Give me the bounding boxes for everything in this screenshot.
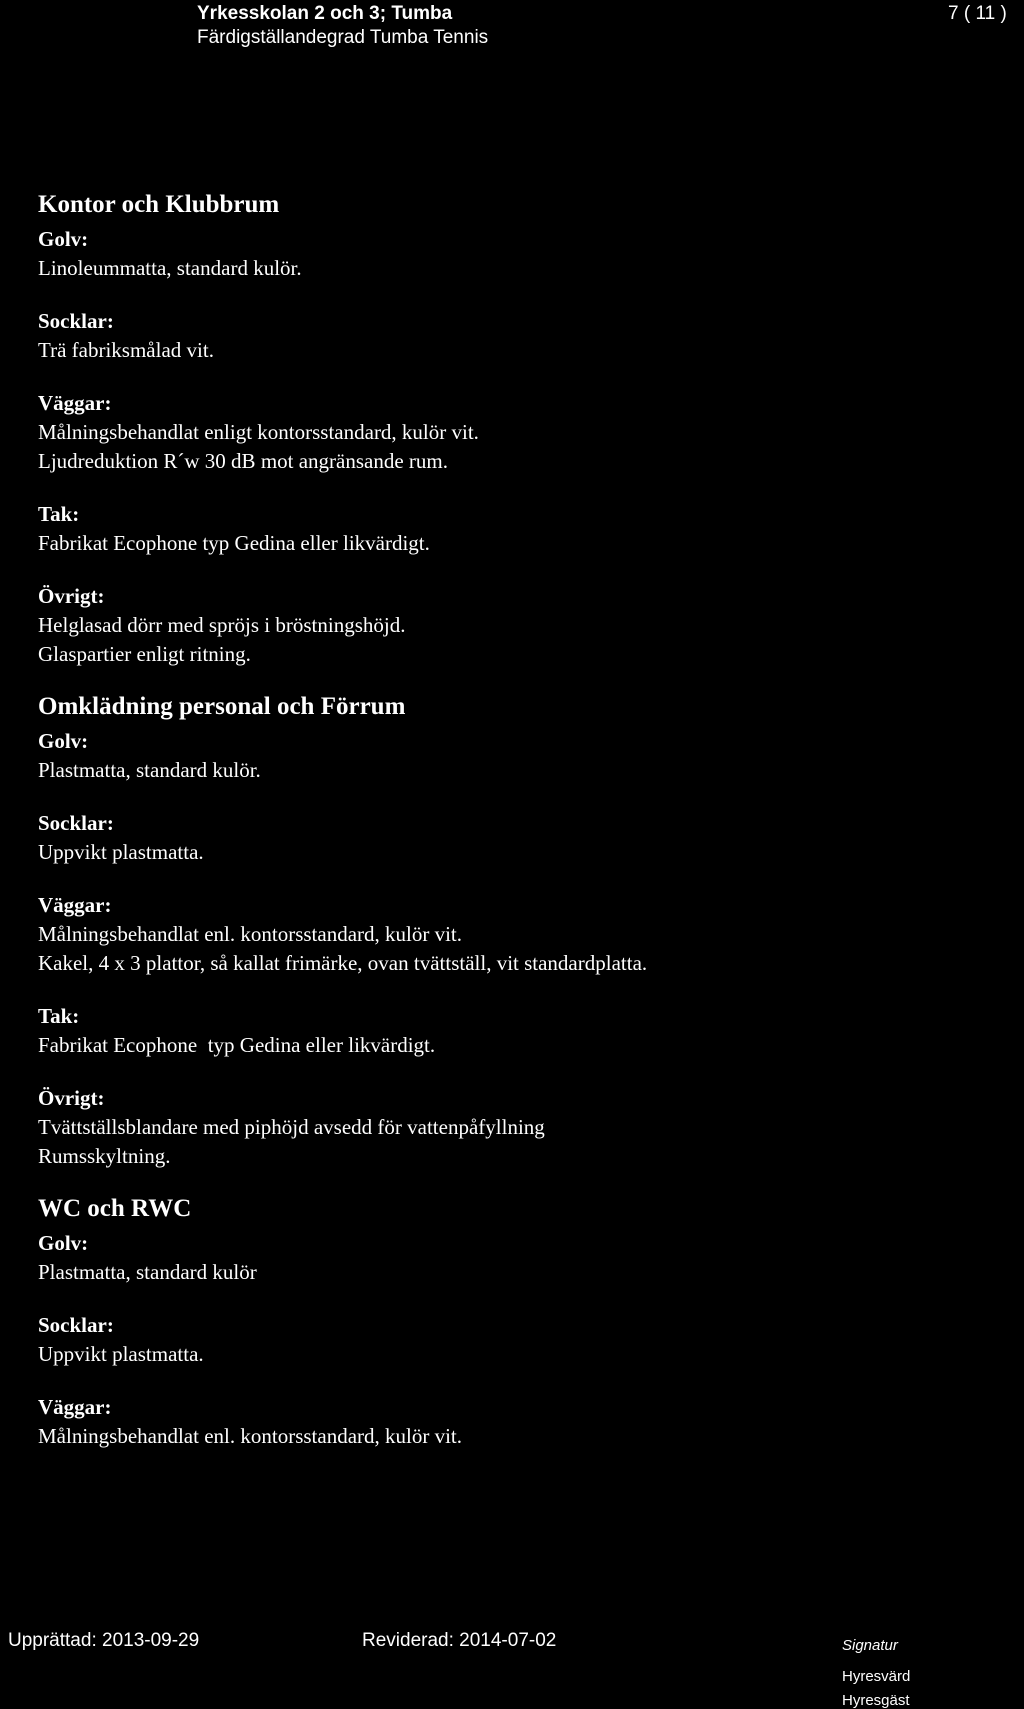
field-label: Socklar: [38,811,114,835]
room-section [38,692,998,1171]
spec-field [38,891,998,978]
spec-field [38,307,998,365]
field-value-line: Linoleummatta, standard kulör. [38,256,302,280]
spec-field [38,225,998,283]
field-label: Väggar: [38,893,112,917]
field-value-line: Rumsskyltning. [38,1144,171,1168]
spec-field [38,389,998,476]
field-label: Socklar: [38,309,114,333]
room-section [38,1194,998,1451]
field-label: Tak: [38,1004,80,1028]
field-value-line: Helglasad dörr med spröjs i bröstningshöjd. [38,613,406,637]
header-organization: Yrkesskolan 2 och 3; Tumba [197,3,453,24]
field-label: Tak: [38,502,80,526]
header-project-title: Färdigställandegrad Tumba Tennis [197,27,489,48]
field-value-line: Glaspartier enligt ritning. [38,642,251,666]
section-title: Kontor och Klubbrum [38,191,280,218]
field-value-line: Tvättställsblandare med piphöjd avsedd för vattenpåfyllning [38,1115,545,1139]
field-value-line: Ljudreduktion R´w 30 dB mot angränsande rum. [38,449,449,473]
field-value-line: Kakel, 4 x 3 plattor, så kallat frimärke, ovan tvättställ, vit standardplatta. [38,951,648,975]
signature-label: Signatur [842,1637,898,1654]
field-value-line: Fabrikat Ecophone typ Gedina eller likvärdigt. [38,1033,436,1057]
section-title: Omklädning personal och Förrum [38,693,406,720]
room-section [38,190,998,669]
section-title: WC och RWC [38,1195,192,1222]
field-label: Väggar: [38,1395,112,1419]
field-label: Golv: [38,1231,89,1255]
field-value-line: Plastmatta, standard kulör [38,1260,257,1284]
field-value-line: Målningsbehandlat enl. kontorsstandard, kulör vit. [38,922,463,946]
field-label: Övrigt: [38,584,105,608]
revised-date: Reviderad: 2014-07-02 [362,1630,557,1651]
spec-field [38,1084,998,1171]
field-value-line: Trä fabriksmålad vit. [38,338,214,362]
spec-field [38,500,998,558]
field-value-line: Plastmatta, standard kulör. [38,758,261,782]
field-value-line: Uppvikt plastmatta. [38,1342,204,1366]
field-label: Golv: [38,729,89,753]
field-value-line: Målningsbehandlat enligt kontorsstandard, kulör vit. [38,420,479,444]
created-date: Upprättad: 2013-09-29 [8,1630,200,1651]
spec-field [38,582,998,669]
field-value-line: Målningsbehandlat enl. kontorsstandard, kulör vit. [38,1424,463,1448]
field-value-line: Uppvikt plastmatta. [38,840,204,864]
spec-field [38,1229,998,1287]
field-label: Golv: [38,227,89,251]
spec-field [38,1002,998,1060]
document-body [38,190,998,1474]
field-label: Väggar: [38,391,112,415]
field-value-line: Fabrikat Ecophone typ Gedina eller likvärdigt. [38,531,430,555]
spec-field [38,809,998,867]
spec-field [38,1393,998,1451]
page-number: 7 ( 11 ) [948,3,1007,24]
tenant-label: Hyresgäst [842,1692,910,1709]
landlord-label: Hyresvärd [842,1668,911,1685]
field-label: Övrigt: [38,1086,105,1110]
field-label: Socklar: [38,1313,114,1337]
spec-field [38,727,998,785]
spec-field [38,1311,998,1369]
